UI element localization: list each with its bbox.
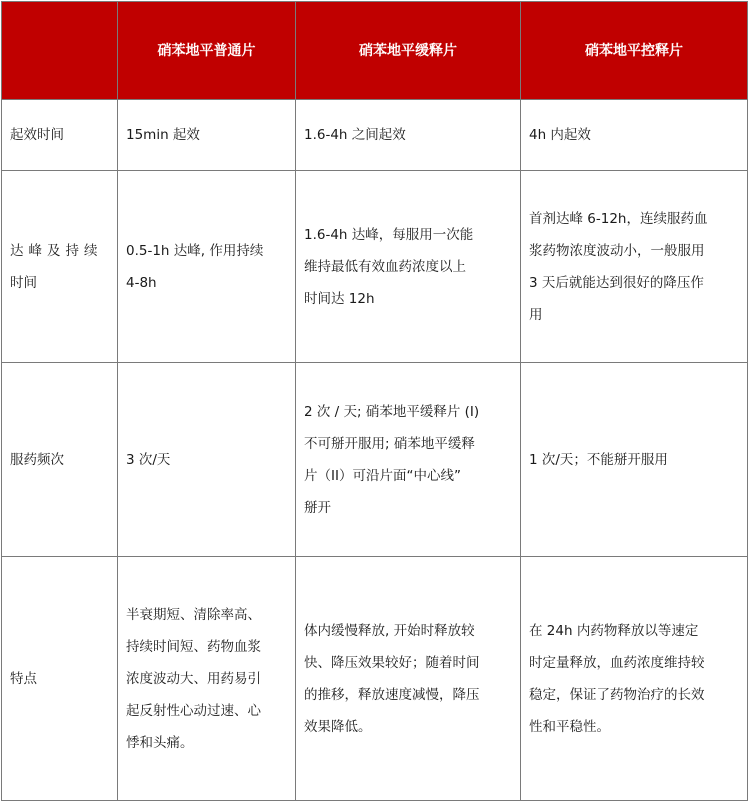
header-corner bbox=[2, 2, 118, 100]
table-cell: 3 次/天 bbox=[118, 363, 296, 557]
table-cell: 1.6-4h 达峰，每服用一次能 维持最低有效血药浓度以上 时间达 12h bbox=[296, 171, 521, 363]
header-sustained-release: 硝苯地平缓释片 bbox=[296, 2, 521, 100]
table-cell: 15min 起效 bbox=[118, 100, 296, 171]
header-regular-tablet: 硝苯地平普通片 bbox=[118, 2, 296, 100]
table-cell: 1 次/天；不能掰开服用 bbox=[521, 363, 748, 557]
table-row-dosing-frequency bbox=[2, 363, 748, 557]
row-label: 起效时间 bbox=[2, 100, 118, 171]
row-label: 特点 bbox=[2, 557, 118, 801]
header-row bbox=[2, 2, 748, 100]
nifedipine-comparison-table bbox=[1, 1, 748, 801]
table-cell: 体内缓慢释放, 开始时释放较 快、降压效果较好；随着时间 的推移，释放速度减慢，降压 效果降低。 bbox=[296, 557, 521, 801]
table-cell: 半衰期短、清除率高、 持续时间短、药物血浆 浓度波动大、用药易引 起反射性心动过速、心 悸和头痛。 bbox=[118, 557, 296, 801]
header-controlled-release: 硝苯地平控释片 bbox=[521, 2, 748, 100]
table-cell: 首剂达峰 6-12h，连续服药血 浆药物浓度波动小，一般服用 3 天后就能达到很好的降压作 用 bbox=[521, 171, 748, 363]
row-label: 达峰及持续 时间 bbox=[2, 171, 118, 363]
table-row-peak-duration bbox=[2, 171, 748, 363]
table-cell: 在 24h 内药物释放以等速定 时定量释放，血药浓度维持较 稳定，保证了药物治疗的长效 性和平稳性。 bbox=[521, 557, 748, 801]
table-row-characteristics bbox=[2, 557, 748, 801]
table-cell: 2 次 / 天; 硝苯地平缓释片 (I) 不可掰开服用; 硝苯地平缓释 片（II）可沿片面“中心线” 掰开 bbox=[296, 363, 521, 557]
table-row-onset-time bbox=[2, 100, 748, 171]
table-cell: 4h 内起效 bbox=[521, 100, 748, 171]
table-cell: 0.5-1h 达峰, 作用持续 4-8h bbox=[118, 171, 296, 363]
table-cell: 1.6-4h 之间起效 bbox=[296, 100, 521, 171]
row-label: 服药频次 bbox=[2, 363, 118, 557]
